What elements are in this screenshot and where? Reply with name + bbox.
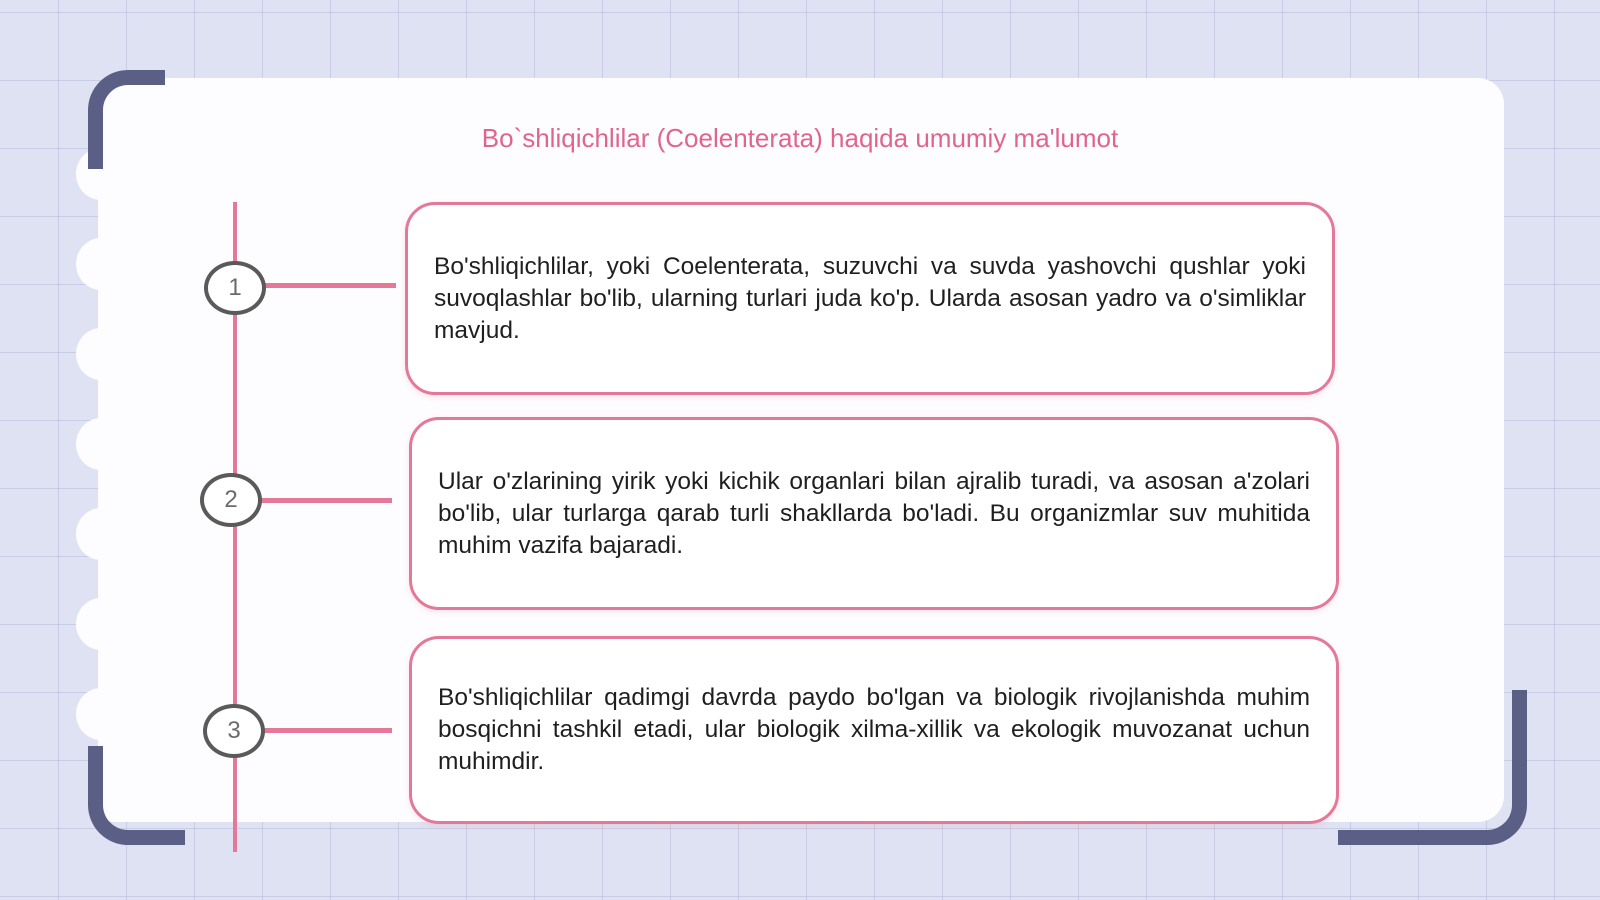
marker-number: 3 bbox=[227, 717, 241, 744]
timeline-connector bbox=[262, 728, 392, 733]
slide-title: Bo`shliqichlilar (Coelenterata) haqida umumiy ma'lumot bbox=[481, 123, 1119, 153]
paper-scallop bbox=[76, 418, 126, 470]
info-card-1 bbox=[405, 202, 1335, 395]
timeline-marker-3 bbox=[203, 704, 265, 758]
timeline-connector bbox=[262, 283, 396, 288]
corner-bracket-bottom-left bbox=[88, 746, 185, 845]
card-text: Bo'shliqichlilar, yoki Coelenterata, suzuvchi va suvda yashovchi qushlar yoki suvoqlashlar bo'lib, ularning turlari juda ko'p. Ularda asosan yadro va o'simliklar mavjud. bbox=[434, 252, 1306, 344]
paper-scallop bbox=[76, 328, 126, 380]
marker-number: 1 bbox=[228, 274, 242, 301]
info-card-3 bbox=[409, 636, 1339, 824]
corner-bracket-top-left bbox=[88, 70, 165, 169]
timeline-connector bbox=[258, 498, 392, 503]
timeline-marker-1 bbox=[204, 261, 266, 315]
timeline-marker-2 bbox=[200, 473, 262, 527]
paper-scallop bbox=[76, 598, 126, 650]
corner-bracket-bottom-right bbox=[1338, 690, 1527, 845]
card-text: Bo'shliqichlilar qadimgi davrda paydo bo'lgan va biologik rivojlanishda muhim bosqichni tashkil etadi, ular biologik xilma-xillik va ekologik muvozanat uchun muhimdir. bbox=[438, 684, 1310, 775]
card-text: Ular o'zlarining yirik yoki kichik organlari bilan ajralib turadi, va asosan a'zolari bo'lib, ular turlarga qarab turli shakllarda bo'ladi. Bu organizmlar suv muhitida muhim vazifa bajaradi. bbox=[438, 467, 1310, 559]
paper-scallop bbox=[76, 508, 126, 560]
paper-scallop bbox=[76, 688, 126, 740]
paper-scallop bbox=[76, 238, 126, 290]
marker-number: 2 bbox=[224, 486, 238, 513]
info-card-2 bbox=[409, 417, 1339, 610]
